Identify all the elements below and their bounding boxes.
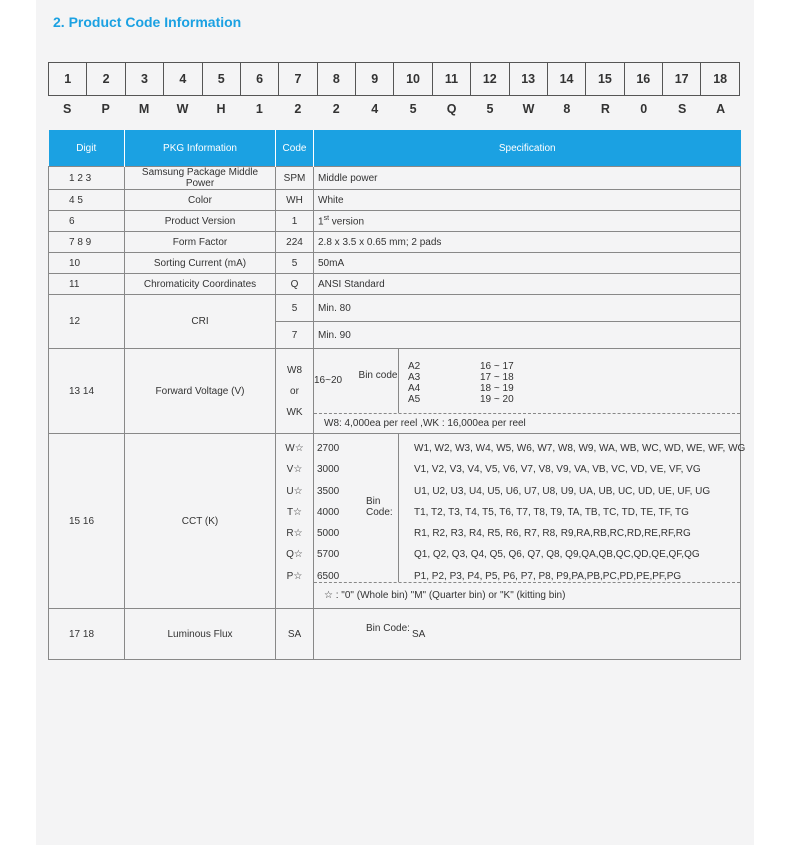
code-letter: 2 xyxy=(332,102,340,116)
digit-cell: 14 xyxy=(547,63,585,96)
spec-post: version xyxy=(329,216,365,228)
vf-range: 16~20 xyxy=(314,375,343,386)
row-digit: 15 16 xyxy=(49,434,125,609)
digit-cell: 16 xyxy=(624,63,662,96)
cct-temp: 3000 xyxy=(317,464,340,476)
row-digit: 10 xyxy=(49,253,125,274)
code-letter: A xyxy=(716,102,726,116)
digit-cell: 15 xyxy=(586,63,624,96)
code-letter: M xyxy=(138,102,150,116)
header-digit: Digit xyxy=(49,130,125,167)
cct-temp: 2700 xyxy=(317,443,340,454)
code-letter: 5 xyxy=(486,102,494,116)
row-code: 1 xyxy=(276,211,314,232)
row-code: 5 xyxy=(276,295,314,322)
header-code: Code xyxy=(276,130,314,167)
cct-temp: 5000 xyxy=(317,528,340,540)
vf-spec xyxy=(314,349,741,434)
row-pkg: Forward Voltage (V) xyxy=(125,349,276,434)
flux-spec xyxy=(314,609,741,660)
row-spec: Middle power xyxy=(314,167,741,190)
row-pkg: CCT (K) xyxy=(125,434,276,609)
vf-bin-ranges xyxy=(480,361,514,405)
row-pkg: Color xyxy=(125,190,276,211)
cct-bins: U1, U2, U3, U4, U5, U6, U7, U8, U9, UA, UB, UC, UD, UE, UF, UG xyxy=(414,485,711,497)
row-digit: 1 2 3 xyxy=(49,167,125,190)
table-row-flux xyxy=(49,609,741,660)
row-code: Q xyxy=(276,274,314,295)
code-letter: W xyxy=(522,102,535,116)
digit-cell: 3 xyxy=(125,63,163,96)
cct-code: P☆ xyxy=(286,570,303,582)
row-code: 7 xyxy=(276,322,314,349)
row-spec: Min. 80 xyxy=(314,295,741,322)
code-letter: S xyxy=(678,102,687,116)
vf-bin-range: 19 ~ 20 xyxy=(480,394,514,405)
cct-code: W☆ xyxy=(285,443,304,454)
spec-sup: st xyxy=(323,214,330,222)
digit-cell: 10 xyxy=(394,63,432,96)
digit-cell: 4 xyxy=(164,63,202,96)
vf-bin-code: A5 xyxy=(408,394,421,405)
row-code xyxy=(276,349,314,434)
cct-codes xyxy=(276,434,314,609)
vf-bin-codes xyxy=(408,361,420,405)
cct-temp: 3500 xyxy=(317,485,340,497)
cct-spec xyxy=(314,434,746,609)
digit-cell: 2 xyxy=(87,63,125,96)
row-digit: 13 14 xyxy=(49,349,125,434)
table-header xyxy=(49,130,741,167)
flux-spec-value: SA xyxy=(412,629,426,640)
cct-bins: Q1, Q2, Q3, Q4, Q5, Q6, Q7, Q8, Q9,QA,QB,QC,QD,QE,QF,QG xyxy=(414,549,700,561)
code-letter: 0 xyxy=(640,102,648,116)
vf-bin-code: A2 xyxy=(408,361,421,372)
cct-bins: R1, R2, R3, R4, R5, R6, R7, R8, R9,RA,RB,RC,RD,RE,RF,RG xyxy=(414,528,691,540)
code-letter: P xyxy=(101,102,110,116)
row-spec: ANSI Standard xyxy=(314,274,741,295)
header-spec: Specification xyxy=(314,130,741,167)
cct-temp: 4000 xyxy=(317,506,340,518)
digit-cell: 18 xyxy=(701,63,740,96)
row-spec: 2.8 x 3.5 x 0.65 mm; 2 pads xyxy=(314,232,741,253)
row-digit: 7 8 9 xyxy=(49,232,125,253)
code-letter: W xyxy=(176,102,189,116)
vf-bin-range: 16 ~ 17 xyxy=(480,361,514,372)
spec-table xyxy=(48,130,746,660)
header-pkg: PKG Information xyxy=(125,130,276,167)
code-letters xyxy=(48,102,740,116)
table-row xyxy=(49,232,741,253)
cct-temp: 5700 xyxy=(317,549,340,561)
code-letter: 1 xyxy=(255,102,263,116)
vf-code-3: WK xyxy=(286,406,303,418)
row-pkg: Samsung Package Middle Power xyxy=(125,167,276,190)
digit-cell: 13 xyxy=(509,63,547,96)
table-row-cct xyxy=(49,434,741,609)
cct-bins: P1, P2, P3, P4, P5, P6, P7, P8, P9,PA,PB,PC,PD,PE,PF,PG xyxy=(414,570,682,582)
row-pkg: Chromaticity Coordinates xyxy=(125,274,276,295)
digit-cell: 7 xyxy=(279,63,317,96)
row-spec: 50mA xyxy=(314,253,741,274)
digit-cell: 9 xyxy=(356,63,394,96)
row-code: SPM xyxy=(276,167,314,190)
vf-bin-code: A4 xyxy=(408,383,421,394)
code-letter: 5 xyxy=(409,102,417,116)
vf-bin-label: Bin code xyxy=(358,370,398,381)
cct-code: Q☆ xyxy=(286,549,303,561)
row-pkg: Product Version xyxy=(125,211,276,232)
row-code: 224 xyxy=(276,232,314,253)
row-pkg: Sorting Current (mA) xyxy=(125,253,276,274)
row-code: 5 xyxy=(276,253,314,274)
vf-note: W8: 4,000ea per reel ,WK : 16,000ea per reel xyxy=(314,413,740,434)
code-letter: 2 xyxy=(294,102,302,116)
digit-cell: 5 xyxy=(202,63,240,96)
digit-cell: 8 xyxy=(317,63,355,96)
cct-code: R☆ xyxy=(286,528,303,540)
vf-code-2: or xyxy=(290,385,299,397)
code-letter: R xyxy=(600,102,610,116)
row-digit: 12 xyxy=(49,295,125,349)
row-spec: White xyxy=(314,190,741,211)
section-title: 2. Product Code Information xyxy=(53,14,242,30)
table-row xyxy=(49,190,741,211)
row-pkg: CRI xyxy=(125,295,276,349)
row-digit: 11 xyxy=(49,274,125,295)
flux-bin-label: Bin Code: xyxy=(366,623,410,634)
digit-grid xyxy=(48,62,740,96)
row-digit: 4 5 xyxy=(49,190,125,211)
cct-code: V☆ xyxy=(286,464,303,476)
cct-temp: 6500 xyxy=(317,570,340,582)
row-code: SA xyxy=(276,609,314,660)
cct-bins: V1, V2, V3, V4, V5, V6, V7, V8, V9, VA, VB, VC, VD, VE, VF, VG xyxy=(414,464,701,476)
vf-bin-range: 17 ~ 18 xyxy=(480,372,514,383)
table-row xyxy=(49,274,741,295)
table-row xyxy=(49,253,741,274)
vf-bin-code: A3 xyxy=(408,372,421,383)
table-row-cri xyxy=(49,295,741,322)
cct-bin-label: Bin Code: xyxy=(366,496,393,518)
code-letter: S xyxy=(63,102,72,116)
row-pkg: Luminous Flux xyxy=(125,609,276,660)
cct-bins: W1, W2, W3, W4, W5, W6, W7, W8, W9, WA, WB, WC, WD, WE, WF, WG xyxy=(414,443,746,454)
row-spec xyxy=(314,211,741,232)
digit-cell: 11 xyxy=(432,63,470,96)
row-spec: Min. 90 xyxy=(314,322,741,349)
digit-cell: 17 xyxy=(663,63,701,96)
digit-cell: 12 xyxy=(471,63,509,96)
row-digit: 6 xyxy=(49,211,125,232)
cct-code: T☆ xyxy=(286,506,303,518)
code-letter: 8 xyxy=(563,102,571,116)
cct-bins: T1, T2, T3, T4, T5, T6, T7, T8, T9, TA, TB, TC, TD, TE, TF, TG xyxy=(414,506,689,518)
cct-code: U☆ xyxy=(286,485,303,497)
vf-bin-range: 18 ~ 19 xyxy=(480,383,514,394)
table-row xyxy=(49,211,741,232)
code-letter: H xyxy=(216,102,226,116)
cct-temp-cell xyxy=(314,434,399,582)
vf-code-1: W8 xyxy=(287,364,302,376)
table-row-vf xyxy=(49,349,741,434)
code-letter: 4 xyxy=(371,102,379,116)
spec-pre: 1 xyxy=(318,216,324,228)
code-letter: Q xyxy=(446,102,457,116)
vf-range-cell xyxy=(314,349,399,413)
digit-cell: 1 xyxy=(49,63,87,96)
digit-cell: 6 xyxy=(240,63,278,96)
row-digit: 17 18 xyxy=(49,609,125,660)
table-row xyxy=(49,167,741,190)
cct-note: ☆ : "0" (Whole bin) "M" (Quarter bin) or "K" (kitting bin) xyxy=(314,582,740,609)
row-pkg: Form Factor xyxy=(125,232,276,253)
row-code: WH xyxy=(276,190,314,211)
